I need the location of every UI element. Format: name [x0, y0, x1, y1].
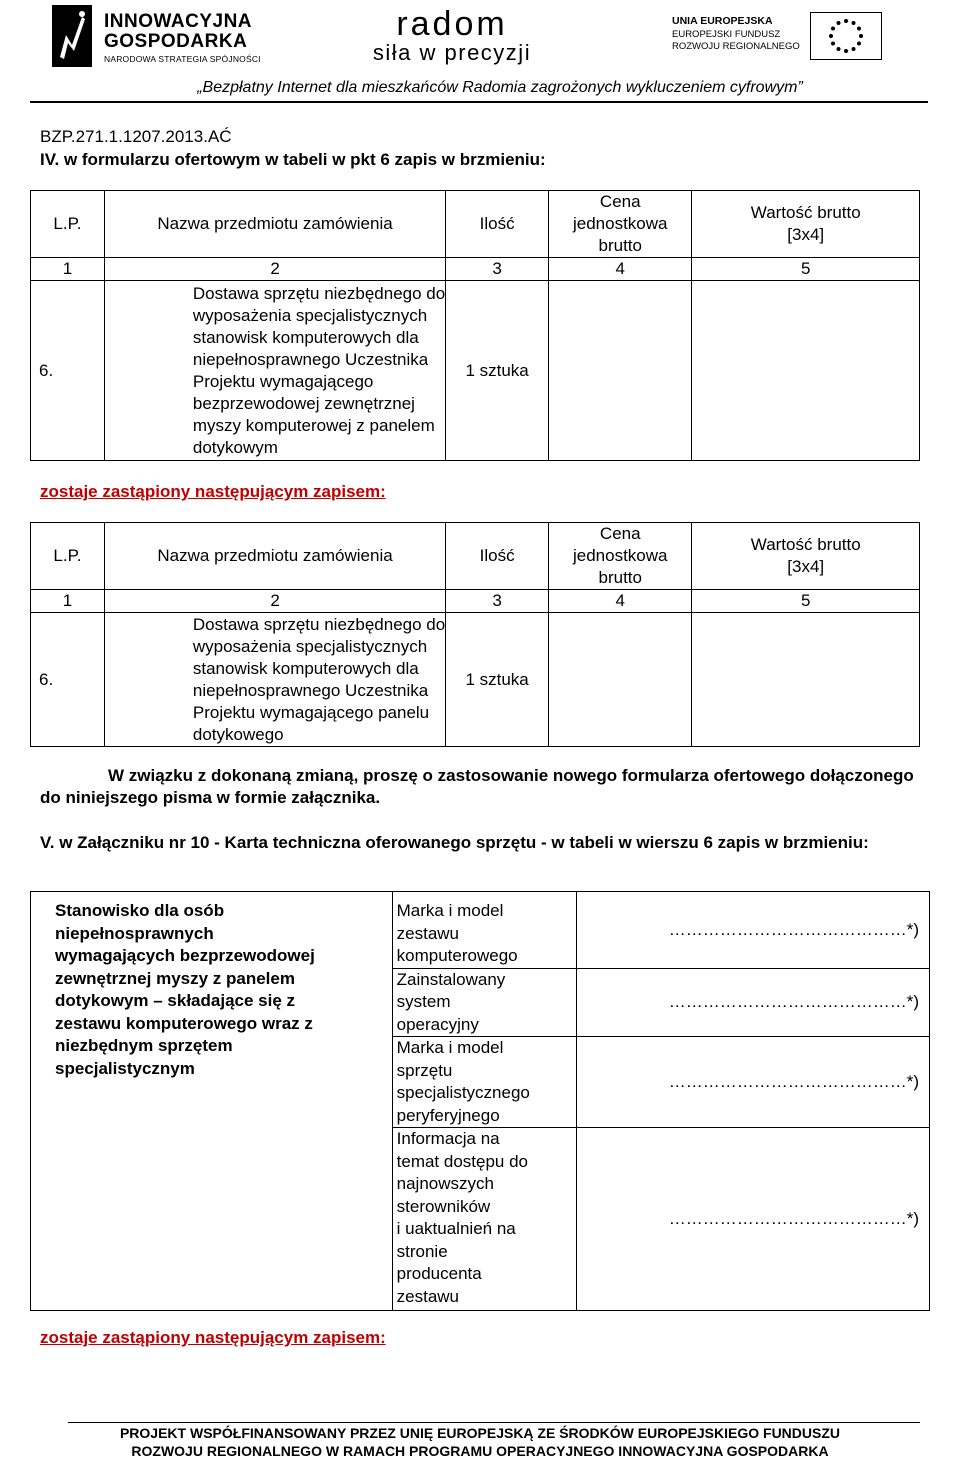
row-value-cell[interactable]	[692, 281, 920, 461]
col-number: 4	[549, 590, 692, 613]
row-qty: 1 sztuka	[446, 281, 549, 461]
document-reference: BZP.271.1.1207.2013.AĆ	[40, 127, 232, 146]
spec-label	[392, 968, 577, 1037]
desc-line: zestawu komputerowego wraz z	[55, 1013, 313, 1033]
row-name-line: dotykowego	[192, 724, 284, 744]
th-value-l2: [3x4]	[787, 225, 825, 244]
spec-label-line: system	[396, 992, 451, 1011]
eu-logo-line2: EUROPEJSKI FUNDUSZ	[672, 29, 781, 40]
footer-divider	[68, 1422, 920, 1423]
th-name: Nazwa przedmiotu zamówienia	[104, 523, 445, 590]
spec-label-line: zestawu	[396, 1286, 460, 1306]
replaced-label-2: zostaje zastąpiony następującym zapisem:	[40, 1328, 386, 1347]
th-lp: L.P.	[31, 523, 105, 590]
footer-line1: PROJEKT WSPÓŁFINANSOWANY PRZEZ UNIĘ EUROPEJSKĄ ZE ŚRODKÓW EUROPEJSKIEGO FUNDUSZU	[119, 1425, 841, 1441]
row-price-cell[interactable]	[549, 281, 692, 461]
page-footer	[0, 1424, 960, 1460]
row-name-line: Dostawa sprzętu niezbędnego do	[192, 283, 446, 303]
row-name-line: Dostawa sprzętu niezbędnego do	[192, 614, 446, 634]
col-number: 1	[31, 258, 105, 281]
th-qty: Ilość	[446, 523, 549, 590]
th-value	[692, 523, 920, 590]
spec-label-line: specjalistycznego	[396, 1083, 530, 1102]
row-name-line: stanowisk komputerowych dla	[192, 658, 419, 678]
spec-label-line: temat dostępu do	[396, 1151, 529, 1171]
header-tagline: „Bezpłatny Internet dla mieszkańców Radomia zagrożonych wykluczeniem cyfrowym”	[197, 79, 803, 96]
replaced-label-1: zostaje zastąpiony następującym zapisem:	[40, 482, 386, 501]
row-lp: 6.	[31, 613, 105, 747]
station-description	[31, 892, 393, 1311]
desc-line: zewnętrznej myszy z panelem	[55, 968, 295, 988]
offer-table-replacement	[30, 522, 920, 747]
th-name: Nazwa przedmiotu zamówienia	[104, 191, 445, 258]
spec-value-field[interactable]: ……………………………………*)	[577, 1128, 930, 1311]
section-iv-title: IV. w formularzu ofertowym w tabeli w pkt 6 zapis w brzmieniu:	[40, 150, 546, 169]
spec-label	[392, 1128, 577, 1311]
row-price-cell[interactable]	[549, 613, 692, 747]
desc-line: niepełnosprawnych	[55, 923, 214, 943]
spec-label-line: Marka i model	[396, 1038, 504, 1057]
spec-label-line: Zainstalowany	[396, 969, 506, 989]
spec-value-field[interactable]: ……………………………………*)	[577, 968, 930, 1037]
spec-label-line: Marka i model	[396, 901, 504, 920]
th-price-l3: brutto	[598, 236, 642, 255]
th-qty: Ilość	[446, 191, 549, 258]
spec-label-line: Informacja na	[396, 1129, 500, 1148]
table-number-row	[31, 590, 920, 613]
row-name-line: Projektu wymagającego	[192, 371, 374, 391]
spec-value-field[interactable]: ……………………………………*)	[577, 892, 930, 969]
spec-label-line: producenta	[396, 1264, 482, 1283]
th-value	[692, 191, 920, 258]
eu-logo-line3: ROZWOJU REGIONALNEGO	[672, 41, 800, 52]
col-number: 4	[549, 258, 692, 281]
spec-label-line: stronie	[396, 1241, 448, 1261]
spec-label-line: komputerowego	[396, 946, 518, 965]
th-price-l1: Cena	[599, 524, 641, 543]
spec-label-line: zestawu	[396, 923, 460, 943]
radom-logo-word: radom	[396, 5, 508, 43]
spec-label-line: sprzętu	[396, 1060, 453, 1080]
desc-line: dotykowym – składające się z	[55, 991, 296, 1010]
spec-label	[392, 892, 577, 969]
th-price-l2: jednostkowa	[572, 214, 668, 233]
technical-card-table	[30, 891, 930, 1311]
row-name-line: niepełnosprawnego Uczestnika	[192, 680, 429, 700]
row-value-cell[interactable]	[692, 613, 920, 747]
table-row	[31, 892, 930, 969]
desc-line: Stanowisko dla osób	[55, 901, 225, 920]
row-name-line: wyposażenia specjalistycznych	[192, 636, 428, 656]
th-value-l1: Wartość brutto	[750, 203, 861, 222]
radom-logo-sub: siła w precyzji	[372, 40, 532, 65]
th-lp: L.P.	[31, 191, 105, 258]
spec-label-line: sterowników	[396, 1196, 491, 1216]
row-name-line: stanowisk komputerowych dla	[192, 327, 419, 347]
logo-left-line3: NARODOWA STRATEGIA SPÓJNOŚCI	[104, 54, 261, 64]
row-name-line: myszy komputerowej z panelem	[192, 415, 435, 435]
desc-line: specjalistycznym	[55, 1058, 195, 1078]
logo-left-line2: GOSPODARKA	[104, 31, 248, 52]
table-header-row	[31, 191, 920, 258]
table-number-row	[31, 258, 920, 281]
col-number: 3	[446, 258, 549, 281]
section-v-title: V. w Załączniku nr 10 - Karta techniczna oferowanego sprzętu - w tabeli w wierszu 6 zapis w brzmieniu:	[40, 833, 869, 852]
row-name-line: niepełnosprawnego Uczestnika	[192, 349, 429, 369]
spec-label	[392, 1037, 577, 1128]
th-price-l2: jednostkowa	[572, 546, 668, 565]
eu-flag-icon	[810, 12, 882, 60]
logo-left-line1: INNOWACYJNA	[104, 11, 253, 32]
footer-line2: ROZWOJU REGIONALNEGO W RAMACH PROGRAMU OPERACYJNEGO INNOWACYJNA GOSPODARKA	[131, 1443, 829, 1459]
col-number: 2	[104, 590, 445, 613]
table-row	[31, 613, 920, 747]
spec-label-line: i uaktualnień na	[396, 1219, 516, 1238]
table-header-row	[31, 523, 920, 590]
th-price	[549, 191, 692, 258]
row-lp: 6.	[31, 281, 105, 461]
col-number: 3	[446, 590, 549, 613]
spec-label-line: peryferyjnego	[396, 1105, 500, 1125]
spec-label-line: najnowszych	[396, 1174, 494, 1193]
eu-logo	[672, 12, 907, 62]
th-value-l1: Wartość brutto	[750, 535, 861, 554]
innowacyjna-gospodarka-logo	[52, 5, 267, 67]
row-name-line: wyposażenia specjalistycznych	[192, 305, 428, 325]
row-qty: 1 sztuka	[446, 613, 549, 747]
th-price-l1: Cena	[599, 192, 641, 211]
row-name	[104, 281, 445, 461]
eu-logo-line1: UNIA EUROPEJSKA	[672, 15, 773, 27]
row-name-line: dotykowym	[192, 437, 278, 457]
col-number: 2	[104, 258, 445, 281]
offer-table-original	[30, 190, 920, 461]
row-name	[104, 613, 445, 747]
th-value-l2: [3x4]	[787, 557, 825, 576]
col-number: 1	[31, 590, 105, 613]
row-name-line: Projektu wymagającego panelu	[192, 702, 430, 722]
desc-line: niezbędnym sprzętem	[55, 1036, 233, 1055]
header-divider	[30, 101, 928, 103]
desc-line: wymagających bezprzewodowej	[55, 946, 315, 965]
page-header	[0, 0, 960, 110]
th-price-l3: brutto	[598, 568, 642, 587]
spec-label-line: operacyjny	[396, 1014, 479, 1034]
row-name-line: bezprzewodowej zewnętrznej	[192, 393, 415, 413]
radom-logo	[372, 6, 532, 66]
notice-paragraph: W związku z dokonaną zmianą, proszę o zastosowanie nowego formularza ofertowego dołączonego do niniejszego pisma w formie załącznika.	[40, 766, 914, 807]
col-number: 5	[692, 258, 920, 281]
spec-value-field[interactable]: ……………………………………*)	[577, 1037, 930, 1128]
ig-emblem-icon	[52, 5, 92, 67]
col-number: 5	[692, 590, 920, 613]
th-price	[549, 523, 692, 590]
table-row	[31, 281, 920, 461]
